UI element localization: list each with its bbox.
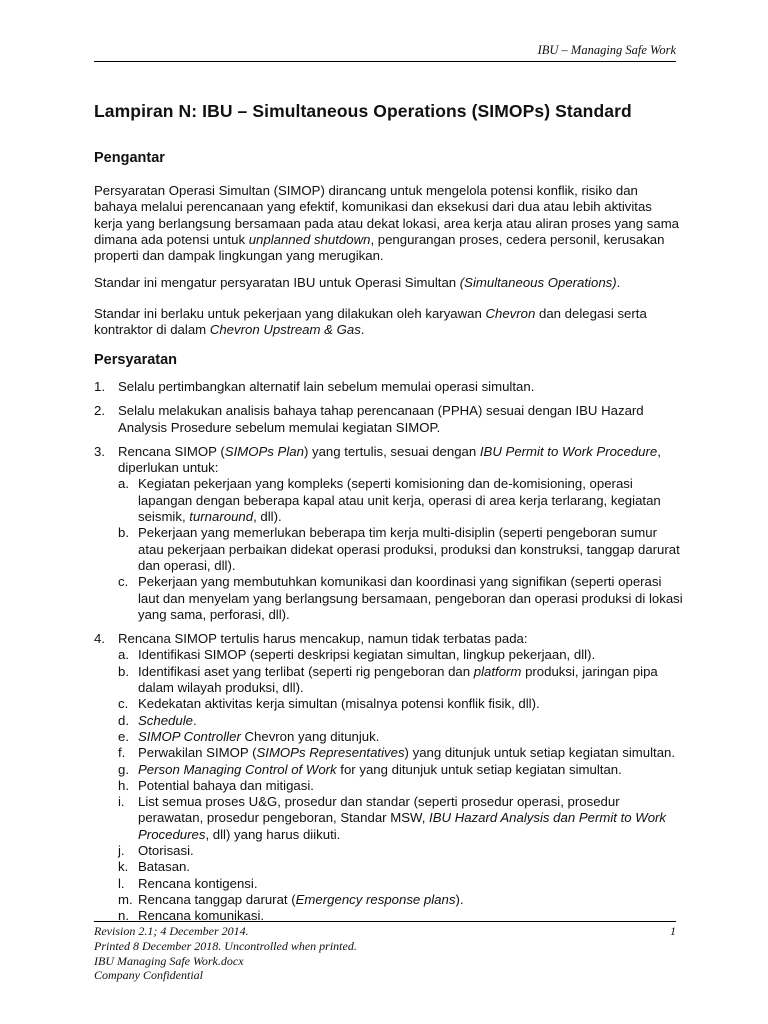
sub-list-item: l. Rencana kontigensi. bbox=[118, 875, 258, 891]
sub-list-item: a. Kegiatan pekerjaan yang kompleks (seperti komisioning dan de-komisioning, operasi lapangan dengan beberapa kapal atau unit kerja, operasi di area kerja terlarang, kegiatan seismik, turnaround, dll). bbox=[118, 476, 661, 525]
sub-list-item: j. Otorisasi. bbox=[118, 843, 194, 859]
sub-list-item: b. Identifikasi aset yang terlibat (seperti rig pengeboran dan platform produksi, jaringan pipa dalam wilayah produksi, dll). bbox=[118, 663, 658, 696]
section-heading-intro: Pengantar bbox=[94, 150, 165, 166]
sub-list-item: c. Pekerjaan yang membutuhkan komunikasi dan koordinasi yang signifikan (seperti operasi laut dan menyelam yang berlangsung bersamaan, pengeboran dan operasi produksi di lokasi yang sama, perforasi, dll). bbox=[118, 574, 683, 622]
sub-list-item: n. Rencana komunikasi. bbox=[118, 908, 265, 924]
list-number: 3. bbox=[94, 443, 105, 459]
intro-paragraph-3: Standar ini berlaku untuk pekerjaan yang dilakukan oleh karyawan Chevron dan delegasi serta kontraktor di dalam Chevron Upstream & Gas. bbox=[94, 306, 647, 338]
sub-list-item: b. Pekerjaan yang memerlukan beberapa tim kerja multi-disiplin (seperti pengeboran sumur atau pekerjaan perbaikan didekat operasi produksi, produksi dan konstruksi, tanggap darurat dan operasi, dll). bbox=[118, 525, 680, 573]
footer-filename: IBU Managing Safe Work.docx bbox=[94, 953, 244, 968]
list-number: 1. bbox=[94, 379, 105, 394]
list-item: 1. Selalu pertimbangkan alternatif lain sebelum memulai operasi simultan. bbox=[94, 379, 535, 394]
page-footer bbox=[94, 921, 676, 983]
list-item: 3. Rencana SIMOP (SIMOPs Plan) yang tertulis, sesuai dengan IBU Permit to Work Procedure, diperlukan untuk: a. Kegiatan pekerjaan yang kompleks (seperti komisioning dan de-komisioning, operasi lapangan dengan beberapa kapal atau unit kerja, operasi di area kerja terlarang, kegiatan seismik, turnaround, dll). b. Pekerjaan yang memerlukan beberapa tim kerja multi-disiplin (seperti pengeboran sumur atau pekerjaan perbaikan didekat operasi produksi, produksi dan konstruksi, tanggap darurat dan operasi, dll). c. Pekerjaan yang membutuhkan komunikasi dan koordinasi yang signifikan (seperti operasi laut dan menyelam yang berlangsung bersamaan, pengeboran dan operasi produksi di lokasi yang sama, perforasi, dll). bbox=[94, 443, 683, 622]
list-item: 2. Selalu melakukan analisis bahaya tahap perencanaan (PPHA) sesuai dengan IBU Hazard Analysis Prosedure sebelum memulai kegiatan SIMOP. bbox=[94, 403, 644, 435]
sub-list-item: f. Perwakilan SIMOP (SIMOPs Representatives) yang ditunjuk untuk setiap kegiatan simultan. bbox=[118, 745, 676, 761]
sub-list-item: g. Person Managing Control of Work for yang ditunjuk untuk setiap kegiatan simultan. bbox=[118, 761, 622, 777]
footer-printed: Printed 8 December 2018. Uncontrolled when printed. bbox=[94, 938, 357, 953]
list-item: 4. Rencana SIMOP tertulis harus mencakup, namun tidak terbatas pada: a. Identifikasi SIMOP (seperti deskripsi kegiatan simultan, lingkup pekerjaan, dll). b. Identifikasi aset yang terlibat (seperti rig pengeboran dan platform produksi, jaringan pipa dalam wilayah produksi, dll). c. Kedekatan aktivitas kerja simultan (misalnya potensi konflik fisik, dll). d. Schedule. e. SIMOP Controller Chevron yang ditunjuk. f. Perwakilan SIMOP (SIMOPs Representatives) yang ditunjuk untuk setiap kegiatan simultan. g. Person Managing Control of Work for yang ditunjuk untuk setiap kegiatan simultan. h. Potential bahaya dan mitigasi. i. List semua proses U&G, prosedur dan standar (seperti prosedur operasi, prosedur perawatan, prosedur pengeboran, Standar MSW, IBU Hazard Analysis dan Permit to Work Procedures, dll) yang harus diikuti. j. Otorisasi. k. Batasan. l. Rencana kontigensi. m. Rencana tanggap darurat (Emergency response plans). n. Rencana komunikasi. bbox=[94, 631, 684, 924]
page-header bbox=[94, 43, 676, 62]
sub-list bbox=[118, 476, 684, 623]
list-number: 4. bbox=[94, 631, 105, 647]
requirements-list bbox=[94, 379, 684, 933]
sub-list-item: a. Identifikasi SIMOP (seperti deskripsi kegiatan simultan, lingkup pekerjaan, dll). bbox=[118, 647, 596, 663]
sub-list-item: c. Kedekatan aktivitas kerja simultan (misalnya potensi konflik fisik, dll). bbox=[118, 696, 540, 712]
sub-list-item: h. Potential bahaya dan mitigasi. bbox=[118, 777, 314, 793]
footer-revision: Revision 2.1; 4 December 2014. bbox=[94, 924, 249, 938]
section-heading-requirements: Persyaratan bbox=[94, 352, 178, 368]
intro-paragraph-2: Standar ini mengatur persyaratan IBU untuk Operasi Simultan (Simultaneous Operations). bbox=[94, 275, 621, 290]
sub-list-item: m. Rencana tanggap darurat (Emergency response plans). bbox=[118, 891, 464, 907]
sub-list-item: d. Schedule. bbox=[118, 712, 197, 728]
sub-list-item: k. Batasan. bbox=[118, 859, 191, 875]
page-title: Lampiran N: IBU – Simultaneous Operations (SIMOPs) Standard bbox=[94, 101, 632, 121]
footer-confidential: Company Confidential bbox=[94, 968, 203, 983]
page-number: 1 bbox=[670, 924, 676, 938]
sub-list-item: i. List semua proses U&G, prosedur dan standar (seperti prosedur operasi, prosedur perawatan, prosedur pengeboran, Standar MSW, IBU Hazard Analysis dan Permit to Work Procedures, dll) yang harus diikuti. bbox=[118, 794, 667, 842]
intro-paragraph-1: Persyaratan Operasi Simultan (SIMOP) dirancang untuk mengelola potensi konflik, risiko dan bahaya melalui perencanaan yang efektif, komunikasi dan eksekusi dari dua atau lebih aktivitas kerja yang berlangsung bersamaan pada atau dekat lokasi, area kerja atau aliran proses yang sama dimana ada potensi untuk unplanned shutdown, pengurangan proses, cedera personil, kerusakan properti dan dampak lingkungan yang merugikan. bbox=[94, 183, 680, 264]
sub-list bbox=[118, 647, 684, 924]
list-number: 2. bbox=[94, 403, 105, 419]
header-text: IBU – Managing Safe Work bbox=[537, 43, 676, 57]
sub-list-item: e. SIMOP Controller Chevron yang ditunjuk. bbox=[118, 728, 380, 744]
